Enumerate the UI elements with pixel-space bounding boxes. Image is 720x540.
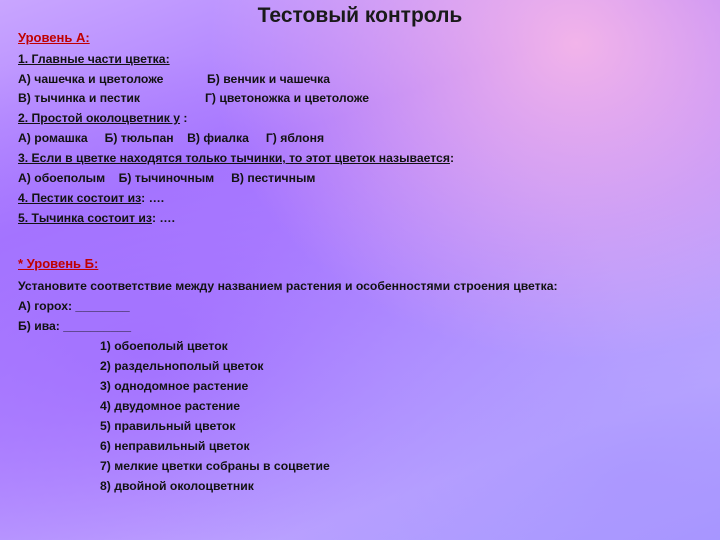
q1-option-a: А) чашечка и цветоложе (18, 72, 164, 86)
option-item: 4) двудомное растение (100, 399, 241, 413)
page-title: Тестовый контроль (257, 4, 463, 27)
question-2-colon: : (180, 111, 188, 125)
question-5-tail: : …. (151, 211, 175, 225)
question-4-tail: : …. (141, 191, 165, 205)
question-3-colon: : (449, 151, 455, 165)
q1-option-d: Г) цветоножка и цветоложе (205, 91, 369, 105)
level-b-instruction: Установите соответствие между названием растения и особенностями строения цветка: (18, 279, 558, 293)
question-2 (18, 111, 187, 126)
plant-a-pea: А) горох: ________ (18, 299, 130, 313)
question-5-text: 5. Тычинка состоит из (18, 211, 152, 225)
option-item: 5) правильный цветок (100, 419, 236, 433)
q3-options: А) обоеполым Б) тычиночным В) пестичным (18, 171, 316, 185)
question-5 (18, 211, 175, 226)
level-a-heading: Уровень А: (18, 30, 90, 45)
option-item: 1) обоеполый цветок (100, 339, 228, 353)
question-4 (18, 191, 164, 206)
question-4-text: 4. Пестик состоит из (18, 191, 142, 205)
q2-options: А) ромашка Б) тюльпан В) фиалка Г) яблоня (18, 131, 325, 145)
question-3-text: 3. Если в цветке находятся только тычинки, то этот цветок называется (18, 151, 450, 165)
question-2-text: 2. Простой околоцветник у (18, 111, 181, 125)
option-item: 3) однодомное растение (100, 379, 249, 393)
option-item: 6) неправильный цветок (100, 439, 250, 453)
question-1: 1. Главные части цветка: (18, 52, 170, 66)
plant-b-willow: Б) ива: __________ (18, 319, 132, 333)
option-item: 8) двойной околоцветник (100, 479, 254, 493)
q1-option-b: Б) венчик и чашечка (207, 72, 331, 86)
option-item: 2) раздельнополый цветок (100, 359, 264, 373)
level-b-heading: * Уровень Б: (18, 256, 99, 271)
option-item: 7) мелкие цветки собраны в соцветие (100, 459, 330, 473)
question-3 (18, 151, 454, 166)
q1-option-c: В) тычинка и пестик (18, 91, 141, 105)
